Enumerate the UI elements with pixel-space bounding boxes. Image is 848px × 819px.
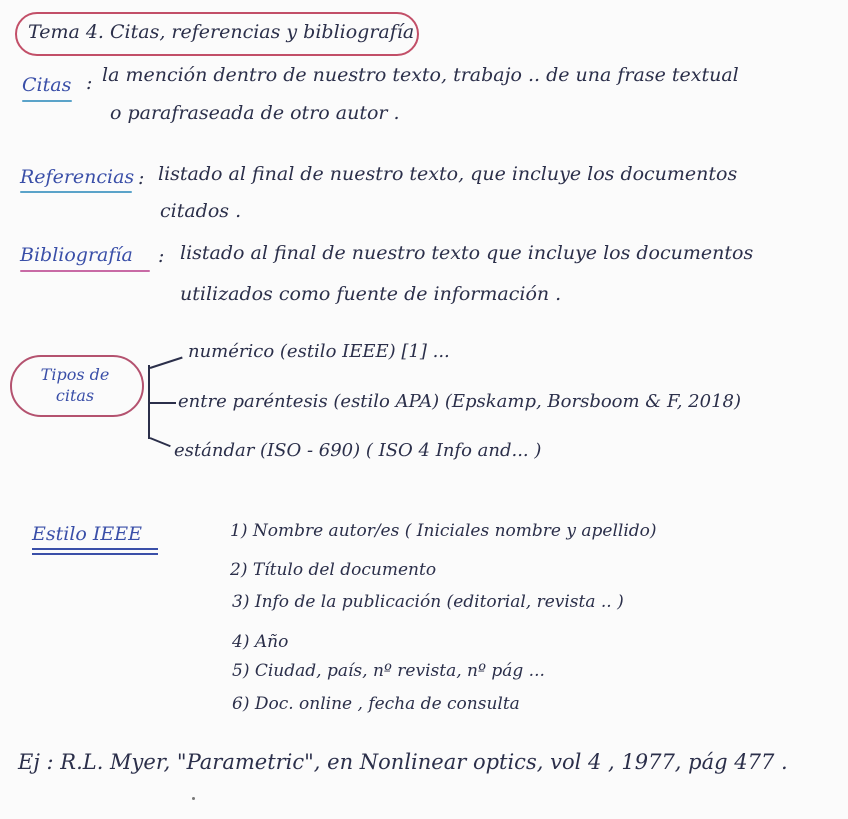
citas-definition-line1: la mención dentro de nuestro texto, trabajo .. de una frase textual: [102, 64, 739, 86]
term-bibliografia: Bibliografía: [20, 244, 133, 266]
page-title: Tema 4. Citas, referencias y bibliografía: [28, 21, 415, 43]
bibliografia-definition-line1: listado al final de nuestro texto que incluye los documentos: [180, 242, 754, 264]
referencias-definition-line2: citados .: [160, 200, 242, 222]
branch-middle: [150, 402, 176, 404]
term-citas-underline: [22, 100, 72, 102]
ieee-item-4: 4) Año: [232, 632, 289, 652]
referencias-definition-line1: listado al final de nuestro texto, que incluye los documentos: [158, 163, 738, 185]
ieee-item-6: 6) Doc. online , fecha de consulta: [232, 694, 520, 714]
citas-colon: :: [86, 72, 93, 94]
term-referencias: Referencias: [20, 166, 135, 188]
ieee-label: Estilo IEEE: [32, 523, 143, 545]
citas-definition-line2: o parafraseada de otro autor .: [110, 102, 400, 124]
term-citas: Citas: [22, 74, 72, 96]
term-bibliografia-underline: [20, 270, 150, 272]
tipos-label-line1: Tipos de: [40, 365, 110, 384]
ieee-item-2: 2) Título del documento: [230, 560, 437, 580]
ieee-underline-1: [32, 548, 158, 550]
ieee-item-5: 5) Ciudad, país, nº revista, nº pág ...: [232, 661, 545, 681]
term-referencias-underline: [20, 191, 132, 193]
tipos-label-line2: citas: [55, 386, 95, 405]
ieee-example: Ej : R.L. Myer, "Parametric", en Nonlinear optics, vol 4 , 1977, pág 477 .: [18, 750, 788, 774]
ieee-item-1: 1) Nombre autor/es ( Iniciales nombre y apellido): [230, 521, 657, 541]
ink-dot: [192, 797, 195, 800]
referencias-colon: :: [138, 167, 145, 189]
bibliografia-colon: :: [158, 245, 165, 267]
ieee-underline-2: [32, 553, 158, 555]
ieee-item-3: 3) Info de la publicación (editorial, revista .. ): [232, 592, 624, 612]
type-item-parentesis: entre paréntesis (estilo APA) (Epskamp, Borsboom & F, 2018): [178, 391, 742, 412]
bibliografia-definition-line2: utilizados como fuente de información .: [180, 283, 562, 305]
type-item-estandar: estándar (ISO - 690) ( ISO 4 Info and... ): [174, 440, 542, 461]
type-item-numerico: numérico (estilo IEEE) [1] ...: [188, 341, 450, 362]
